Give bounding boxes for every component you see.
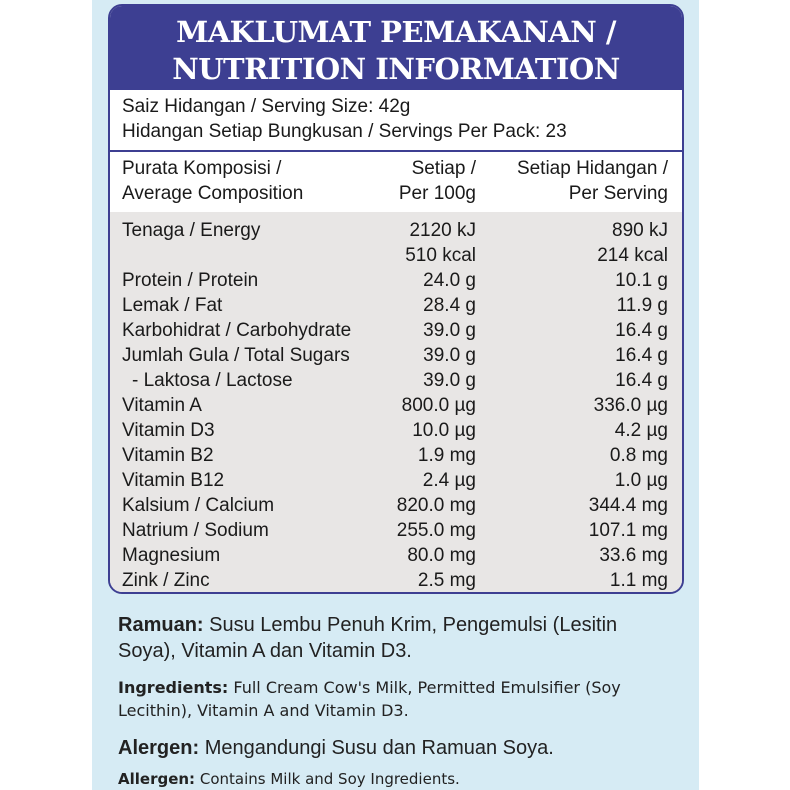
table-row: Vitamin D3 10.0 µg 4.2 µg — [122, 420, 668, 441]
serving-info — [122, 94, 567, 144]
ramuan-note — [118, 612, 678, 664]
table-row: 510 kcal 214 kcal — [405, 245, 668, 266]
ramuan-text: Susu Lembu Penuh Krim, Pengemulsi (Lesitin Soya), Vitamin A dan Vitamin D3. — [118, 614, 618, 662]
column-header-per100g: Setiap / Per 100g — [398, 158, 476, 204]
header-title-english: NUTRITION INFORMATION — [172, 52, 620, 86]
table-row: Vitamin B12 2.4 µg 1.0 µg — [122, 470, 668, 491]
ingredients-text: Full Cream Cow's Milk, Permitted Emulsifier (Soy Lecithin), Vitamin A and Vitamin D3. — [118, 678, 621, 720]
label-header — [110, 6, 682, 90]
table-row: Protein / Protein 24.0 g 10.1 g — [122, 270, 668, 291]
allergen-note — [118, 768, 460, 790]
table-row: Magnesium 80.0 mg 33.6 mg — [122, 545, 668, 566]
allergen-label: Allergen: — [118, 770, 196, 788]
nutrition-label — [108, 4, 684, 594]
table-row: Lemak / Fat 28.4 g 11.9 g — [122, 295, 668, 316]
column-header-composition: Purata Komposisi / Average Composition — [122, 158, 304, 204]
table-row: Tenaga / Energy 2120 kJ 890 kJ — [122, 220, 668, 241]
table-row: Kalsium / Calcium 820.0 mg 344.4 mg — [122, 495, 668, 516]
table-row: Natrium / Sodium 255.0 mg 107.1 mg — [122, 520, 668, 541]
table-row: Vitamin A 800.0 µg 336.0 µg — [122, 395, 668, 416]
table-row: Zink / Zinc 2.5 mg 1.1 mg — [122, 570, 668, 591]
table-row: - Laktosa / Lactose 39.0 g 16.4 g — [132, 370, 668, 391]
serving-size: Saiz Hidangan / Serving Size: 42g — [122, 96, 411, 117]
servings-per-pack: Hidangan Setiap Bungkusan / Servings Per Pack: 23 — [122, 121, 567, 142]
ingredients-note — [118, 676, 688, 722]
table-row: Jumlah Gula / Total Sugars 39.0 g 16.4 g — [122, 345, 668, 366]
alergen-text: Mengandungi Susu dan Ramuan Soya. — [204, 737, 554, 759]
nutrient-table — [110, 212, 682, 594]
alergen-label: Alergen: — [118, 737, 200, 759]
divider — [110, 150, 682, 152]
ramuan-label: Ramuan: — [118, 614, 204, 636]
alergen-note — [118, 735, 554, 761]
ingredients-label: Ingredients: — [118, 678, 229, 697]
header-title-malay: MAKLUMAT PEMAKANAN / — [176, 15, 616, 49]
column-header-per-serving: Setiap Hidangan / Per Serving — [516, 158, 668, 204]
table-row: Vitamin B2 1.9 mg 0.8 mg — [122, 445, 668, 466]
allergen-text: Contains Milk and Soy Ingredients. — [199, 770, 460, 788]
table-row: Karbohidrat / Carbohydrate 39.0 g 16.4 g — [122, 320, 668, 341]
